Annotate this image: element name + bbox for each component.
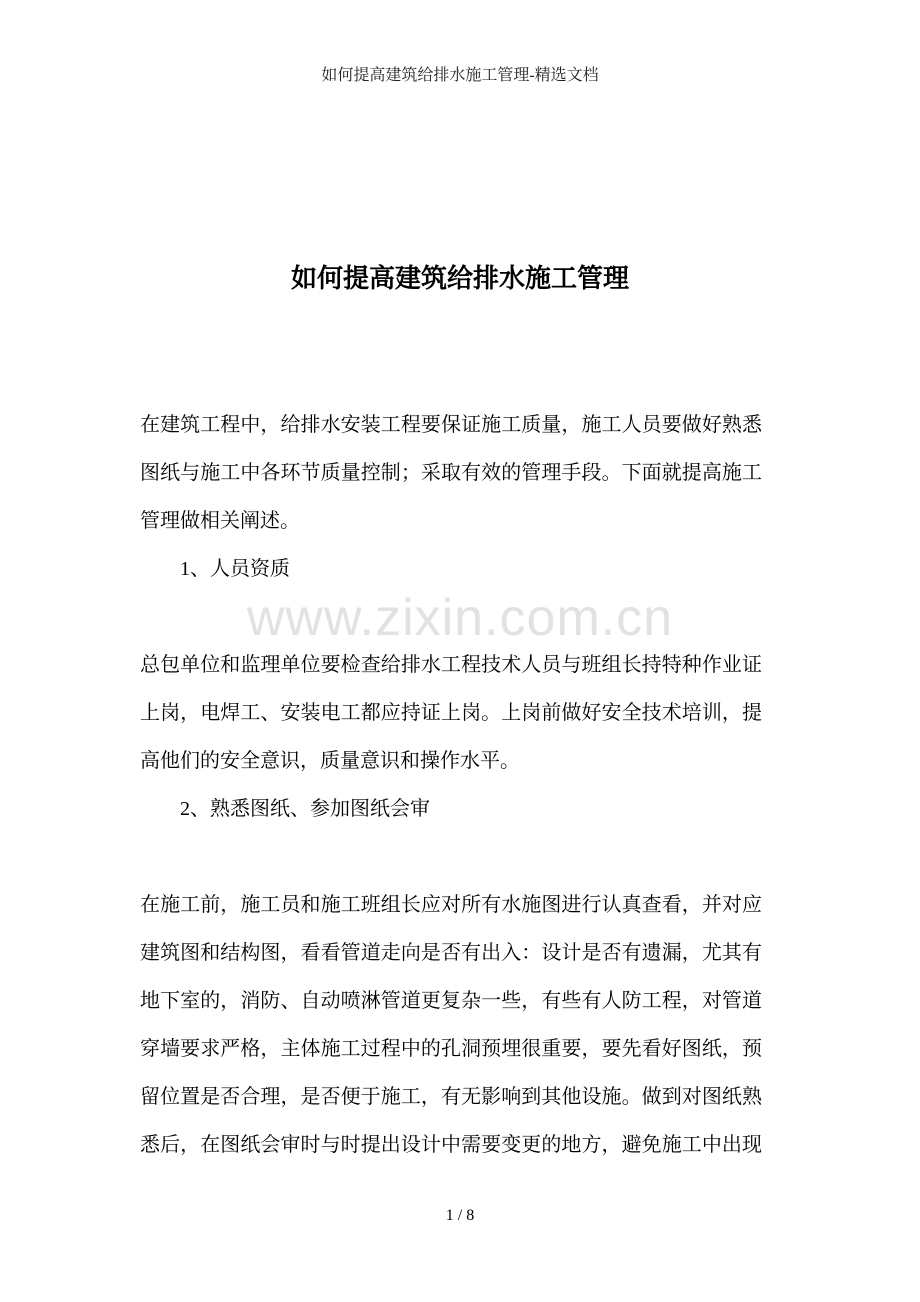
- paragraph-line: 在建筑工程中，给排水安装工程要保证施工质量，施工人员要做好熟悉: [140, 414, 762, 436]
- paragraph-line: 图纸与施工中各环节质量控制；采取有效的管理手段。下面就提高施工: [140, 462, 762, 484]
- paragraph-line: 总包单位和监理单位要检查给排水工程技术人员与班组长持特种作业证: [140, 654, 762, 676]
- paragraph-line: 地下室的，消防、自动喷淋管道更复杂一些，有些有人防工程，对管道: [140, 990, 762, 1012]
- paragraph-line: 管理做相关阐述。: [140, 510, 300, 532]
- paragraph-line: 高他们的安全意识，质量意识和操作水平。: [140, 750, 520, 772]
- page-number: 1 / 8: [445, 1207, 475, 1224]
- paragraph-line: 上岗，电焊工、安装电工都应持证上岗。上岗前做好安全技术培训，提: [140, 702, 762, 724]
- paragraph-line: 穿墙要求严格，主体施工过程中的孔洞预埋很重要，要先看好图纸，预: [140, 1038, 762, 1060]
- watermark: www.zixin.com.cn: [246, 589, 674, 647]
- paragraph-line: 在施工前，施工员和施工班组长应对所有水施图进行认真查看，并对应: [140, 894, 762, 916]
- document-title: 如何提高建筑给排水施工管理: [290, 264, 629, 293]
- paragraph-line: 悉后，在图纸会审时与时提出设计中需要变更的地方，避免施工中出现: [140, 1134, 762, 1156]
- section-heading: 2、熟悉图纸、参加图纸会审: [180, 798, 430, 820]
- section-heading: 1、人员资质: [180, 558, 290, 580]
- page-header: 如何提高建筑给排水施工管理-精选文档: [321, 67, 599, 84]
- paragraph-line: 留位置是否合理，是否便于施工，有无影响到其他设施。做到对图纸熟: [140, 1086, 762, 1108]
- paragraph-line: 建筑图和结构图，看看管道走向是否有出入：设计是否有遗漏，尤其有: [140, 942, 762, 964]
